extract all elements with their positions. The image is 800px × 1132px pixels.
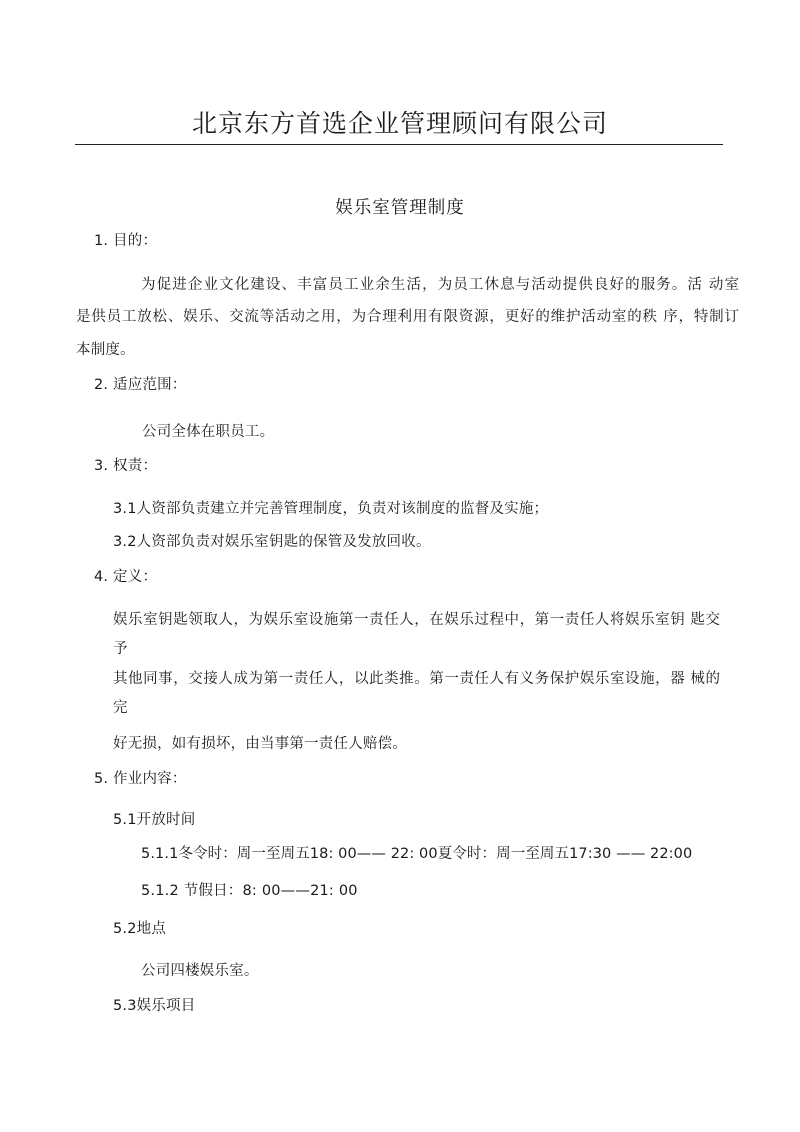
company-header: 北京东方首选企业管理顾问有限公司: [191, 109, 608, 138]
section-5-2-text: 公司四楼娱乐室。: [141, 963, 259, 979]
section-1-heading: 1. 目的：: [94, 233, 158, 249]
section-1-line-3: 本制度。: [76, 342, 135, 358]
section-3-item-1: 3.1人资部负责建立并完善管理制度，负责对该制度的监督及实施；: [113, 501, 549, 517]
section-3-heading: 3. 权责：: [94, 458, 158, 474]
section-1-line-1: 为促进企业文化建设、丰富员工业余生活，为员工休息与活动提供良好的服务。活 动室: [141, 277, 739, 293]
section-4-line-1: 娱乐室钥匙领取人，为娱乐室设施第一责任人，在娱乐过程中，第一责任人将娱乐室钥 匙交: [113, 612, 720, 628]
section-3-item-2: 3.2人资部负责对娱乐室钥匙的保管及发放回收。: [113, 534, 431, 550]
section-5-1-1-line: 5.1.1冬令时：周一至周五18: 00—— 22: 00夏令时：周一至周五17:30 —— 22:00: [141, 846, 693, 862]
section-1-line-2: 是供员工放松、娱乐、交流等活动之用，为合理利用有限资源，更好的维护活动室的秩 序，特制订: [76, 309, 739, 325]
section-4-line-2: 予: [113, 641, 128, 657]
section-5-2-heading: 5.2地点: [113, 921, 167, 937]
header-rule: [75, 144, 723, 145]
section-2-heading: 2. 适应范围：: [94, 377, 187, 393]
section-5-1-2-line: 5.1.2 节假日：8: 00——21: 00: [141, 883, 358, 899]
section-4-line-3: 其他同事，交接人成为第一责任人，以此类推。第一责任人有义务保护娱乐室设施，器 械的: [113, 671, 720, 687]
document-title: 娱乐室管理制度: [335, 198, 465, 218]
section-5-1-heading: 5.1开放时间: [113, 812, 196, 828]
section-4-line-4: 完: [113, 700, 128, 716]
section-5-3-heading: 5.3娱乐项目: [113, 998, 196, 1014]
section-5-heading: 5. 作业内容：: [94, 771, 187, 787]
section-4-line-5: 好无损，如有损坏，由当事第一责任人赔偿。: [113, 736, 407, 752]
section-2-text: 公司全体在职员工。: [142, 424, 275, 440]
section-4-heading: 4. 定义：: [94, 569, 158, 585]
